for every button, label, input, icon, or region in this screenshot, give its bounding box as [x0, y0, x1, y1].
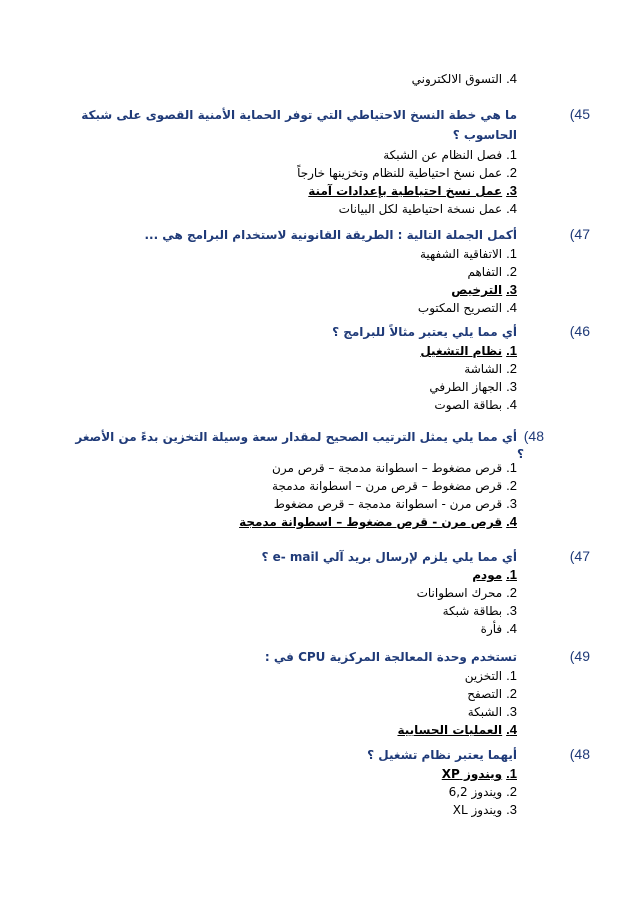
option-item-answer: 4.العمليات الحسابية [397, 722, 517, 737]
option-item: 4.فأرة [480, 621, 517, 636]
question-text: تستخدم وحدة المعالجة المركزية CPU في : [264, 650, 517, 664]
options-list [239, 459, 517, 531]
question-text: أي مما يلي يعتبر مثالاً للبرامج ؟ [332, 325, 517, 339]
question-text: أكمل الجملة التالية : الطريقة القانونية لاستخدام البرامج هي ... [144, 228, 517, 242]
options-list [418, 245, 517, 317]
option-item-answer: 1.ويندوز XP [441, 766, 517, 781]
option-item: 3.ويندوز XL [452, 802, 517, 817]
option-item: 3.الجهاز الطرفي [429, 379, 517, 394]
option-item: 2.التفاهم [467, 264, 517, 279]
option-item: 1.فصل النظام عن الشبكة [383, 147, 517, 162]
option-item-answer: 1.نظام التشغيل [420, 343, 517, 358]
option-item: 2.عمل نسخ احتياطية للنظام وتخزينها خارجاً [297, 165, 517, 180]
option-item-answer: 1.مودم [472, 567, 517, 582]
question-text: أي مما يلي يمثل الترتيب الصحيح لمقدار سعة وسيلة التخزين بدءً من الأصغر [75, 430, 517, 444]
option-item: 1.قرص مضغوط – اسطوانة مدمجة – قرص مرن [272, 460, 517, 475]
question-text: أيهما يعتبر نظام تشغيل ؟ [367, 748, 517, 762]
list-item: 4.التسوق الالكتروني [411, 71, 517, 86]
option-item: 4.بطاقة الصوت [434, 397, 517, 412]
option-item: 2.التصفح [467, 686, 517, 701]
question-text-continued: الحاسوب ؟ [452, 128, 517, 142]
option-item: 2.محرك اسطوانات [416, 585, 517, 600]
question-number: (46 [569, 323, 590, 339]
option-item: 2.قرص مضغوط – قرص مرن – اسطوانة مدمجة [272, 478, 517, 493]
option-item: 3.الشبكة [467, 704, 517, 719]
option-item: 4.عمل نسخة احتياطية لكل البيانات [338, 201, 517, 216]
question-number: (47 [569, 548, 590, 564]
option-item-answer: 3.عمل نسخ احتياطية بإعدادات آمنة [308, 183, 517, 198]
question-number: (47 [569, 226, 590, 242]
option-item-answer: 4.قرص مرن - قرص مضغوط – اسطوانة مدمجة [239, 514, 517, 529]
question-text: أي مما يلي يلزم لإرسال بريد آلي e- mail ؟ [261, 550, 517, 564]
question-text-continued: ؟ [517, 447, 524, 461]
option-item: 4.التصريح المكتوب [417, 300, 517, 315]
question-number: (48 [523, 428, 544, 444]
option-item: 3.بطاقة شبكة [442, 603, 517, 618]
question-number: (45 [569, 106, 590, 122]
question-number: (48 [569, 746, 590, 762]
options-list [397, 667, 517, 739]
question-number: (49 [569, 648, 590, 664]
options-list [420, 342, 517, 414]
question-text: ما هي خطة النسخ الاحتياطي التي توفر الحماية الأمنية القصوى على شبكة [81, 108, 517, 122]
options-list [442, 765, 517, 819]
options-list [417, 566, 517, 638]
option-item: 2.الشاشة [464, 361, 517, 376]
option-item: 1.الاتفاقية الشفهية [419, 246, 517, 261]
options-list [297, 146, 517, 218]
option-item: 1.التخزين [464, 668, 517, 683]
option-item: 2.ويندوز 6,2 [448, 784, 517, 799]
option-item: 3.قرص مرن - اسطوانة مدمجة – قرص مضغوط [273, 496, 517, 511]
option-item-answer: 3.الترخيص [451, 282, 517, 297]
